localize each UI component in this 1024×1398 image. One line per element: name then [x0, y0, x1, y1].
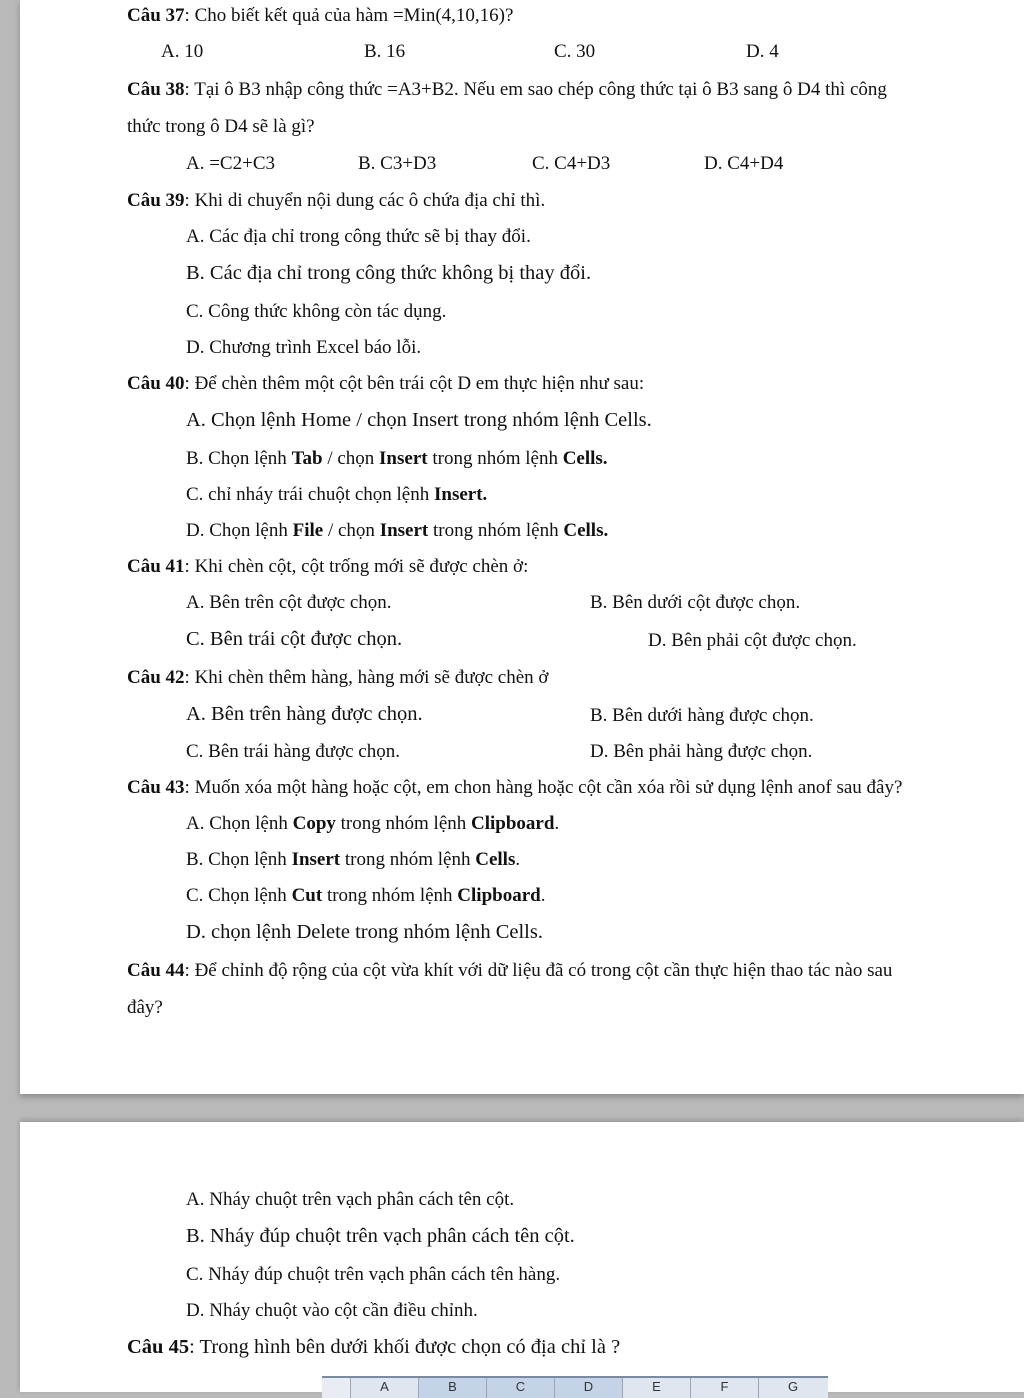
- option-b: B. Chọn lệnh Tab / chọn Insert trong nhóm lệnh Cells.: [186, 448, 608, 469]
- question-39: [127, 189, 545, 213]
- spreadsheet-column-headers: [322, 1376, 828, 1398]
- option-c: C. C4+D3: [532, 153, 611, 174]
- option-a: A. 10: [161, 41, 204, 62]
- question-text: : Tại ô B3 nhập công thức =A3+B2. Nếu em sao chép công thức tại ô B3 sang ô D4 thì công: [184, 79, 887, 100]
- document-page-2: [20, 1122, 1024, 1392]
- question-37: [127, 4, 513, 28]
- option-c: C. Chọn lệnh Cut trong nhóm lệnh Clipboard.: [186, 885, 546, 906]
- option-a: A. Chọn lệnh Home / chọn Insert trong nhóm lệnh Cells.: [186, 409, 652, 431]
- question-label: Câu 42: [127, 667, 185, 688]
- column-header-a: A: [351, 1378, 419, 1398]
- question-text-continued: đây?: [127, 997, 163, 1018]
- option-a: A. Các địa chỉ trong công thức sẽ bị thay đổi.: [186, 226, 531, 247]
- column-header-g: G: [787, 1379, 799, 1394]
- column-header-f: F: [691, 1378, 759, 1398]
- option-b: B. C3+D3: [358, 153, 437, 174]
- question-text: : Để chèn thêm một cột bên trái cột D em thực hiện như sau:: [184, 373, 645, 394]
- option-d: D. chọn lệnh Delete trong nhóm lệnh Cells.: [186, 921, 543, 943]
- option-b: B. 16: [364, 41, 406, 62]
- column-header-e: E: [623, 1378, 691, 1398]
- question-43: [127, 776, 902, 800]
- question-text: : Khi chèn cột, cột trống mới sẽ được chèn ở:: [184, 556, 529, 577]
- option-d: D. Chương trình Excel báo lỗi.: [186, 337, 422, 358]
- question-38: [127, 78, 887, 102]
- option-d: D. 4: [746, 41, 779, 62]
- question-45: [127, 1335, 620, 1359]
- option-b: B. Bên dưới cột được chọn.: [590, 592, 801, 613]
- question-text: : Khi chèn thêm hàng, hàng mới sẽ được chèn ở: [184, 667, 549, 688]
- option-b: B. Các địa chỉ trong công thức không bị thay đổi.: [186, 262, 592, 284]
- option-b: B. Bên dưới hàng được chọn.: [590, 705, 814, 726]
- question-label: Câu 38: [127, 79, 185, 100]
- option-a: A. Nháy chuột trên vạch phân cách tên cột.: [186, 1189, 515, 1210]
- question-text: : Trong hình bên dưới khối được chọn có địa chỉ là ?: [189, 1336, 621, 1358]
- question-text-continued: thức trong ô D4 sẽ là gì?: [127, 116, 315, 137]
- question-label: Câu 41: [127, 556, 185, 577]
- question-label: Câu 37: [127, 5, 185, 26]
- question-label: Câu 39: [127, 190, 185, 211]
- option-a: A. Bên trên cột được chọn.: [186, 592, 392, 613]
- option-d: D. Bên phải cột được chọn.: [648, 630, 857, 651]
- option-c: C. chỉ nháy trái chuột chọn lệnh Insert.: [186, 484, 488, 505]
- option-d: D. Nháy chuột vào cột cần điều chỉnh.: [186, 1300, 478, 1321]
- question-42: [127, 666, 548, 690]
- option-d: D. Chọn lệnh File / chọn Insert trong nhóm lệnh Cells.: [186, 520, 609, 541]
- column-header-c: C: [487, 1378, 555, 1398]
- option-b: B. Chọn lệnh Insert trong nhóm lệnh Cells.: [186, 849, 521, 870]
- question-label: Câu 45: [127, 1336, 190, 1358]
- question-label: Câu 40: [127, 373, 185, 394]
- option-a: A. Chọn lệnh Copy trong nhóm lệnh Clipboard.: [186, 813, 560, 834]
- column-header-b: B: [419, 1378, 487, 1398]
- question-text: : Khi di chuyển nội dung các ô chứa địa chỉ thì.: [184, 190, 546, 211]
- question-44: [127, 959, 892, 983]
- question-text: : Để chỉnh độ rộng của cột vừa khít với dữ liệu đã có trong cột cần thực hiện thao tác nào sau: [184, 960, 893, 981]
- option-b: B. Nháy đúp chuột trên vạch phân cách tên cột.: [186, 1225, 575, 1247]
- option-a: A. Bên trên hàng được chọn.: [186, 703, 423, 725]
- option-c: C. Nháy đúp chuột trên vạch phân cách tên hàng.: [186, 1264, 561, 1285]
- question-label: Câu 44: [127, 960, 185, 981]
- question-text: : Muốn xóa một hàng hoặc cột, em chon hàng hoặc cột cần xóa rồi sử dụng lệnh anof sau đây?: [184, 777, 903, 798]
- option-c: C. Bên trái hàng được chọn.: [186, 741, 400, 762]
- option-d: D. Bên phải hàng được chọn.: [590, 741, 813, 762]
- question-41: [127, 555, 528, 579]
- column-header-d: D: [555, 1378, 623, 1398]
- question-text: : Cho biết kết quả của hàm =Min(4,10,16)?: [184, 5, 514, 26]
- option-d: D. C4+D4: [704, 153, 784, 174]
- question-label: Câu 43: [127, 777, 185, 798]
- option-c: C. Công thức không còn tác dụng.: [186, 301, 447, 322]
- document-page-1: [20, 0, 1024, 1094]
- corner-cell: [322, 1378, 351, 1398]
- option-c: C. 30: [554, 41, 596, 62]
- question-40: [127, 372, 644, 396]
- option-c: C. Bên trái cột được chọn.: [186, 628, 403, 650]
- option-a: A. =C2+C3: [186, 153, 275, 174]
